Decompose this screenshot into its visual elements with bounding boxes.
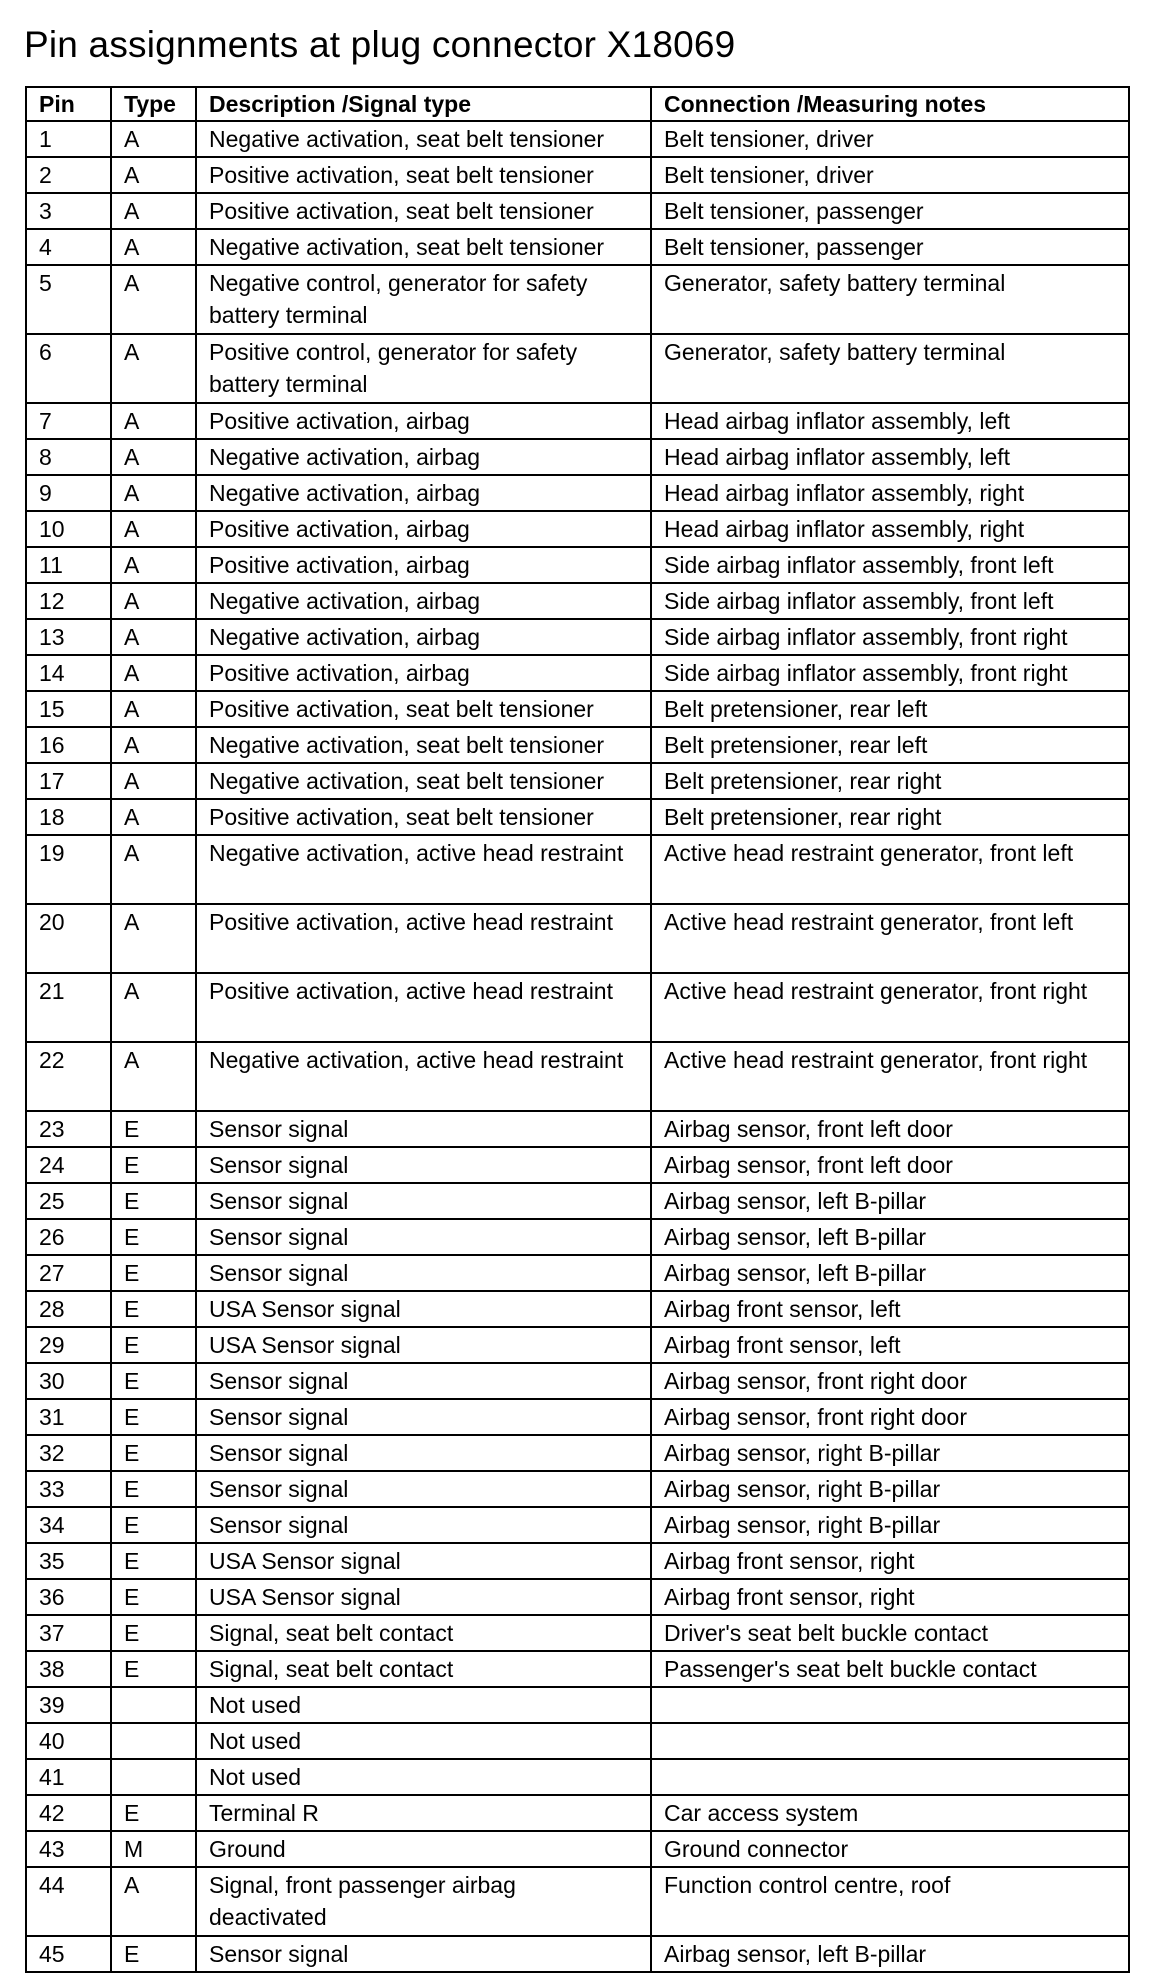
cell-connection bbox=[651, 1723, 1129, 1759]
cell-connection: Head airbag inflator assembly, right bbox=[651, 511, 1129, 547]
cell-type: E bbox=[111, 1471, 196, 1507]
table-row bbox=[26, 904, 1129, 973]
cell-connection: Airbag sensor, left B-pillar bbox=[651, 1183, 1129, 1219]
cell-description: Positive activation, seat belt tensioner bbox=[196, 799, 651, 835]
table-row bbox=[26, 619, 1129, 655]
cell-pin: 41 bbox=[26, 1759, 111, 1795]
cell-type: A bbox=[111, 835, 196, 904]
cell-pin: 27 bbox=[26, 1255, 111, 1291]
cell-connection: Side airbag inflator assembly, front right bbox=[651, 619, 1129, 655]
cell-pin: 21 bbox=[26, 973, 111, 1042]
cell-pin: 22 bbox=[26, 1042, 111, 1111]
table-row bbox=[26, 1936, 1129, 1972]
cell-type: A bbox=[111, 583, 196, 619]
table-row bbox=[26, 727, 1129, 763]
table-row bbox=[26, 511, 1129, 547]
cell-pin: 8 bbox=[26, 439, 111, 475]
table-row bbox=[26, 1615, 1129, 1651]
cell-type: A bbox=[111, 547, 196, 583]
cell-connection: Belt tensioner, passenger bbox=[651, 229, 1129, 265]
table-row bbox=[26, 1291, 1129, 1327]
cell-description: USA Sensor signal bbox=[196, 1579, 651, 1615]
cell-description: USA Sensor signal bbox=[196, 1327, 651, 1363]
cell-type bbox=[111, 1759, 196, 1795]
cell-type: E bbox=[111, 1579, 196, 1615]
cell-connection: Function control centre, roof bbox=[651, 1867, 1129, 1936]
cell-connection: Generator, safety battery terminal bbox=[651, 334, 1129, 403]
cell-description: Positive activation, airbag bbox=[196, 511, 651, 547]
table-row bbox=[26, 1435, 1129, 1471]
cell-type: E bbox=[111, 1615, 196, 1651]
cell-pin: 31 bbox=[26, 1399, 111, 1435]
table-row bbox=[26, 1471, 1129, 1507]
table-row bbox=[26, 1867, 1129, 1936]
cell-type: A bbox=[111, 973, 196, 1042]
cell-description: Sensor signal bbox=[196, 1147, 651, 1183]
cell-description: Positive activation, airbag bbox=[196, 655, 651, 691]
cell-description: Positive activation, airbag bbox=[196, 547, 651, 583]
cell-type: E bbox=[111, 1507, 196, 1543]
cell-pin: 3 bbox=[26, 193, 111, 229]
table-row bbox=[26, 403, 1129, 439]
cell-pin: 5 bbox=[26, 265, 111, 334]
cell-connection: Side airbag inflator assembly, front left bbox=[651, 547, 1129, 583]
cell-type: A bbox=[111, 334, 196, 403]
cell-description: Sensor signal bbox=[196, 1219, 651, 1255]
pin-assignment-table bbox=[25, 86, 1130, 1973]
cell-description: Negative activation, airbag bbox=[196, 619, 651, 655]
cell-type: A bbox=[111, 619, 196, 655]
table-row bbox=[26, 193, 1129, 229]
cell-connection: Generator, safety battery terminal bbox=[651, 265, 1129, 334]
cell-type: E bbox=[111, 1291, 196, 1327]
cell-description: Negative activation, seat belt tensioner bbox=[196, 229, 651, 265]
cell-description: Positive activation, active head restraint bbox=[196, 904, 651, 973]
cell-description: Negative activation, airbag bbox=[196, 439, 651, 475]
table-row bbox=[26, 655, 1129, 691]
cell-type: E bbox=[111, 1543, 196, 1579]
cell-description: Negative activation, active head restraint bbox=[196, 835, 651, 904]
cell-pin: 17 bbox=[26, 763, 111, 799]
table-row bbox=[26, 265, 1129, 334]
cell-pin: 9 bbox=[26, 475, 111, 511]
cell-type: A bbox=[111, 763, 196, 799]
cell-connection: Side airbag inflator assembly, front left bbox=[651, 583, 1129, 619]
cell-pin: 7 bbox=[26, 403, 111, 439]
table-row bbox=[26, 1111, 1129, 1147]
table-row bbox=[26, 1219, 1129, 1255]
cell-description: Not used bbox=[196, 1687, 651, 1723]
cell-connection: Belt tensioner, driver bbox=[651, 121, 1129, 157]
table-row bbox=[26, 229, 1129, 265]
table-row bbox=[26, 1831, 1129, 1867]
cell-description: Signal, seat belt contact bbox=[196, 1615, 651, 1651]
cell-pin: 13 bbox=[26, 619, 111, 655]
cell-pin: 29 bbox=[26, 1327, 111, 1363]
cell-type: E bbox=[111, 1363, 196, 1399]
table-body bbox=[26, 121, 1129, 1972]
cell-type: A bbox=[111, 1042, 196, 1111]
cell-connection: Airbag sensor, front right door bbox=[651, 1399, 1129, 1435]
cell-pin: 38 bbox=[26, 1651, 111, 1687]
cell-connection: Airbag sensor, front right door bbox=[651, 1363, 1129, 1399]
cell-connection: Airbag sensor, left B-pillar bbox=[651, 1936, 1129, 1972]
cell-description: Sensor signal bbox=[196, 1507, 651, 1543]
table-row bbox=[26, 334, 1129, 403]
cell-type: A bbox=[111, 403, 196, 439]
cell-description: Negative control, generator for safety battery terminal bbox=[196, 265, 651, 334]
cell-description: Ground bbox=[196, 1831, 651, 1867]
column-header-pin: Pin bbox=[26, 87, 111, 121]
table-row bbox=[26, 157, 1129, 193]
cell-connection: Airbag front sensor, left bbox=[651, 1327, 1129, 1363]
cell-description: Positive activation, airbag bbox=[196, 403, 651, 439]
cell-connection: Airbag sensor, right B-pillar bbox=[651, 1435, 1129, 1471]
cell-connection: Head airbag inflator assembly, left bbox=[651, 439, 1129, 475]
cell-description: Sensor signal bbox=[196, 1255, 651, 1291]
cell-description: Terminal R bbox=[196, 1795, 651, 1831]
table-row bbox=[26, 1399, 1129, 1435]
cell-connection: Head airbag inflator assembly, left bbox=[651, 403, 1129, 439]
cell-description: Sensor signal bbox=[196, 1435, 651, 1471]
cell-pin: 44 bbox=[26, 1867, 111, 1936]
cell-connection: Side airbag inflator assembly, front right bbox=[651, 655, 1129, 691]
cell-connection: Active head restraint generator, front right bbox=[651, 1042, 1129, 1111]
cell-connection bbox=[651, 1759, 1129, 1795]
cell-connection: Head airbag inflator assembly, right bbox=[651, 475, 1129, 511]
cell-type: A bbox=[111, 511, 196, 547]
cell-pin: 20 bbox=[26, 904, 111, 973]
cell-pin: 43 bbox=[26, 1831, 111, 1867]
cell-type: E bbox=[111, 1183, 196, 1219]
cell-connection: Belt tensioner, driver bbox=[651, 157, 1129, 193]
cell-description: Positive activation, active head restraint bbox=[196, 973, 651, 1042]
cell-pin: 36 bbox=[26, 1579, 111, 1615]
cell-pin: 26 bbox=[26, 1219, 111, 1255]
table-row bbox=[26, 835, 1129, 904]
table-header-row bbox=[26, 87, 1129, 121]
cell-description: Negative activation, airbag bbox=[196, 475, 651, 511]
cell-type: E bbox=[111, 1399, 196, 1435]
cell-type: A bbox=[111, 265, 196, 334]
cell-pin: 25 bbox=[26, 1183, 111, 1219]
cell-pin: 35 bbox=[26, 1543, 111, 1579]
table-row bbox=[26, 1687, 1129, 1723]
cell-pin: 2 bbox=[26, 157, 111, 193]
cell-connection: Active head restraint generator, front left bbox=[651, 835, 1129, 904]
cell-type: E bbox=[111, 1255, 196, 1291]
cell-type: E bbox=[111, 1651, 196, 1687]
table-row bbox=[26, 1579, 1129, 1615]
cell-pin: 10 bbox=[26, 511, 111, 547]
cell-description: Positive activation, seat belt tensioner bbox=[196, 157, 651, 193]
table-row bbox=[26, 1507, 1129, 1543]
cell-type: A bbox=[111, 193, 196, 229]
cell-connection: Ground connector bbox=[651, 1831, 1129, 1867]
cell-description: Negative activation, seat belt tensioner bbox=[196, 727, 651, 763]
cell-connection: Car access system bbox=[651, 1795, 1129, 1831]
cell-pin: 14 bbox=[26, 655, 111, 691]
table-row bbox=[26, 1723, 1129, 1759]
cell-description: Negative activation, seat belt tensioner bbox=[196, 763, 651, 799]
cell-connection: Airbag front sensor, right bbox=[651, 1579, 1129, 1615]
table-row bbox=[26, 1759, 1129, 1795]
cell-pin: 18 bbox=[26, 799, 111, 835]
table-row bbox=[26, 1651, 1129, 1687]
table-row bbox=[26, 475, 1129, 511]
cell-pin: 6 bbox=[26, 334, 111, 403]
cell-type: E bbox=[111, 1795, 196, 1831]
cell-connection: Airbag sensor, right B-pillar bbox=[651, 1507, 1129, 1543]
cell-pin: 4 bbox=[26, 229, 111, 265]
cell-description: Negative activation, seat belt tensioner bbox=[196, 121, 651, 157]
cell-type: E bbox=[111, 1147, 196, 1183]
cell-connection: Airbag sensor, left B-pillar bbox=[651, 1219, 1129, 1255]
column-header-connection: Connection /Measuring notes bbox=[651, 87, 1129, 121]
cell-type bbox=[111, 1723, 196, 1759]
cell-connection: Airbag sensor, front left door bbox=[651, 1111, 1129, 1147]
cell-description: Sensor signal bbox=[196, 1183, 651, 1219]
cell-connection: Belt pretensioner, rear left bbox=[651, 691, 1129, 727]
cell-type bbox=[111, 1687, 196, 1723]
table-row bbox=[26, 1147, 1129, 1183]
page-title: Pin assignments at plug connector X18069 bbox=[24, 24, 736, 65]
table-row bbox=[26, 1255, 1129, 1291]
cell-type: M bbox=[111, 1831, 196, 1867]
table-row bbox=[26, 1363, 1129, 1399]
cell-connection: Active head restraint generator, front right bbox=[651, 973, 1129, 1042]
cell-pin: 40 bbox=[26, 1723, 111, 1759]
cell-description: Signal, front passenger airbag deactivated bbox=[196, 1867, 651, 1936]
cell-pin: 39 bbox=[26, 1687, 111, 1723]
cell-description: USA Sensor signal bbox=[196, 1291, 651, 1327]
cell-type: A bbox=[111, 475, 196, 511]
cell-description: Positive activation, seat belt tensioner bbox=[196, 193, 651, 229]
cell-type: E bbox=[111, 1435, 196, 1471]
table-row bbox=[26, 1042, 1129, 1111]
cell-pin: 1 bbox=[26, 121, 111, 157]
column-header-description: Description /Signal type bbox=[196, 87, 651, 121]
cell-pin: 11 bbox=[26, 547, 111, 583]
table-row bbox=[26, 799, 1129, 835]
table-row bbox=[26, 1327, 1129, 1363]
cell-pin: 15 bbox=[26, 691, 111, 727]
cell-connection: Airbag sensor, left B-pillar bbox=[651, 1255, 1129, 1291]
table-row bbox=[26, 1183, 1129, 1219]
cell-type: A bbox=[111, 121, 196, 157]
cell-description: Not used bbox=[196, 1759, 651, 1795]
table-row bbox=[26, 763, 1129, 799]
cell-pin: 12 bbox=[26, 583, 111, 619]
table-row bbox=[26, 691, 1129, 727]
cell-connection: Airbag sensor, right B-pillar bbox=[651, 1471, 1129, 1507]
cell-connection: Passenger's seat belt buckle contact bbox=[651, 1651, 1129, 1687]
cell-description: Sensor signal bbox=[196, 1111, 651, 1147]
cell-pin: 24 bbox=[26, 1147, 111, 1183]
table-row bbox=[26, 973, 1129, 1042]
cell-description: Not used bbox=[196, 1723, 651, 1759]
cell-pin: 28 bbox=[26, 1291, 111, 1327]
cell-pin: 32 bbox=[26, 1435, 111, 1471]
cell-type: A bbox=[111, 727, 196, 763]
cell-connection: Airbag front sensor, left bbox=[651, 1291, 1129, 1327]
table-row bbox=[26, 1795, 1129, 1831]
cell-pin: 42 bbox=[26, 1795, 111, 1831]
cell-description: Negative activation, active head restraint bbox=[196, 1042, 651, 1111]
cell-type: A bbox=[111, 1867, 196, 1936]
cell-type: E bbox=[111, 1327, 196, 1363]
cell-description: Negative activation, airbag bbox=[196, 583, 651, 619]
cell-pin: 34 bbox=[26, 1507, 111, 1543]
cell-type: A bbox=[111, 157, 196, 193]
cell-pin: 19 bbox=[26, 835, 111, 904]
cell-connection: Airbag sensor, front left door bbox=[651, 1147, 1129, 1183]
cell-description: Sensor signal bbox=[196, 1936, 651, 1972]
cell-connection: Active head restraint generator, front left bbox=[651, 904, 1129, 973]
cell-type: E bbox=[111, 1111, 196, 1147]
cell-type: A bbox=[111, 229, 196, 265]
cell-description: Signal, seat belt contact bbox=[196, 1651, 651, 1687]
cell-type: A bbox=[111, 799, 196, 835]
cell-connection: Driver's seat belt buckle contact bbox=[651, 1615, 1129, 1651]
table-row bbox=[26, 439, 1129, 475]
table-row bbox=[26, 1543, 1129, 1579]
cell-pin: 37 bbox=[26, 1615, 111, 1651]
cell-pin: 45 bbox=[26, 1936, 111, 1972]
cell-type: E bbox=[111, 1219, 196, 1255]
column-header-type: Type bbox=[111, 87, 196, 121]
table-row bbox=[26, 583, 1129, 619]
cell-type: A bbox=[111, 655, 196, 691]
cell-pin: 23 bbox=[26, 1111, 111, 1147]
cell-connection bbox=[651, 1687, 1129, 1723]
table-row bbox=[26, 547, 1129, 583]
cell-pin: 16 bbox=[26, 727, 111, 763]
cell-connection: Belt tensioner, passenger bbox=[651, 193, 1129, 229]
table-row bbox=[26, 121, 1129, 157]
cell-description: Positive activation, seat belt tensioner bbox=[196, 691, 651, 727]
cell-description: Sensor signal bbox=[196, 1399, 651, 1435]
cell-pin: 33 bbox=[26, 1471, 111, 1507]
cell-description: USA Sensor signal bbox=[196, 1543, 651, 1579]
cell-description: Sensor signal bbox=[196, 1471, 651, 1507]
cell-description: Positive control, generator for safety battery terminal bbox=[196, 334, 651, 403]
cell-description: Sensor signal bbox=[196, 1363, 651, 1399]
cell-pin: 30 bbox=[26, 1363, 111, 1399]
cell-connection: Belt pretensioner, rear right bbox=[651, 799, 1129, 835]
cell-connection: Belt pretensioner, rear right bbox=[651, 763, 1129, 799]
cell-type: A bbox=[111, 904, 196, 973]
cell-connection: Airbag front sensor, right bbox=[651, 1543, 1129, 1579]
cell-type: A bbox=[111, 439, 196, 475]
cell-connection: Belt pretensioner, rear left bbox=[651, 727, 1129, 763]
cell-type: E bbox=[111, 1936, 196, 1972]
cell-type: A bbox=[111, 691, 196, 727]
